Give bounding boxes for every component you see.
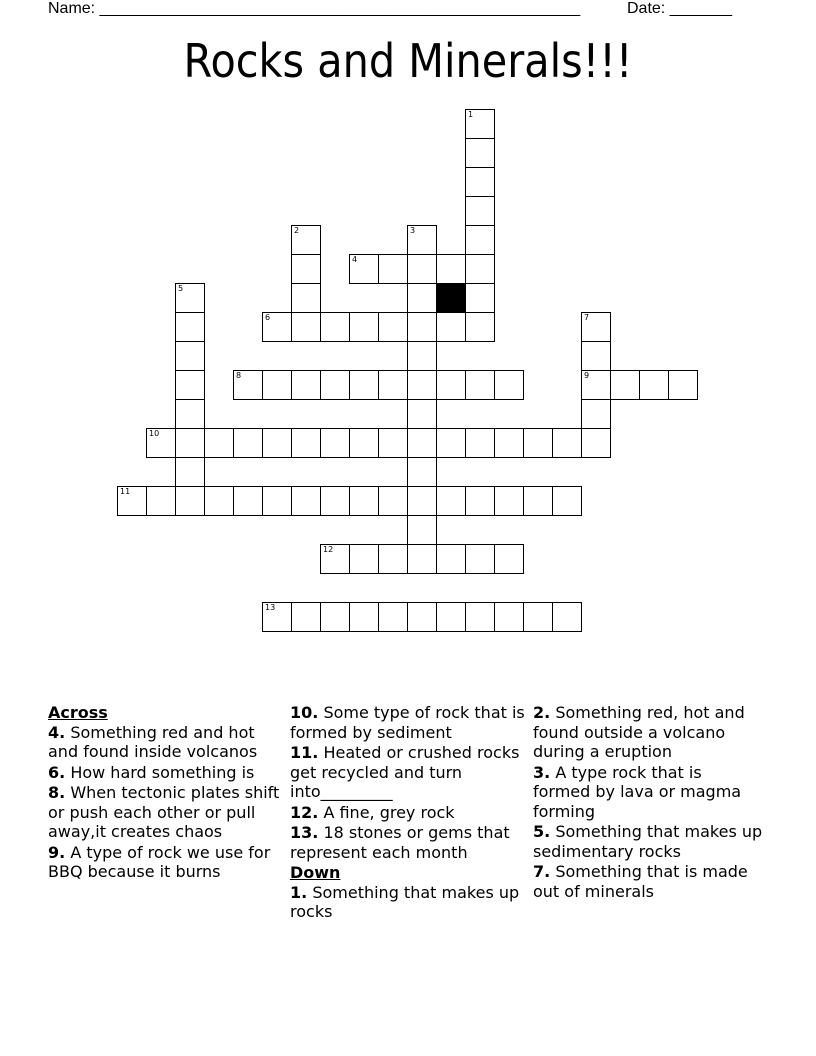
grid-cell[interactable] <box>407 544 437 574</box>
clue-text: Some type of rock that is formed by sediment <box>290 703 525 742</box>
cell-number: 2 <box>294 226 300 235</box>
grid-cell[interactable] <box>465 370 495 400</box>
cell-number: 8 <box>236 371 242 380</box>
grid-cell[interactable] <box>320 486 350 516</box>
grid-cell[interactable] <box>465 138 495 168</box>
grid-cell[interactable] <box>552 602 582 632</box>
clue-text: A fine, grey rock <box>323 802 455 822</box>
grid-cell[interactable] <box>175 428 205 458</box>
grid-cell[interactable] <box>407 254 437 284</box>
grid-cell[interactable] <box>262 428 292 458</box>
grid-cell[interactable] <box>320 370 350 400</box>
grid-cell[interactable] <box>639 370 669 400</box>
grid-cell[interactable] <box>291 283 321 313</box>
grid-cell[interactable] <box>465 428 495 458</box>
across-heading: Across <box>48 703 108 722</box>
clue-9 <box>48 843 283 882</box>
grid-cell[interactable] <box>175 341 205 371</box>
grid-cell[interactable] <box>320 428 350 458</box>
grid-cell[interactable] <box>494 544 524 574</box>
grid-cell[interactable] <box>175 399 205 429</box>
clue-12 <box>290 803 530 823</box>
grid-cell[interactable] <box>175 486 205 516</box>
grid-cell[interactable] <box>349 544 379 574</box>
grid-cell[interactable] <box>436 486 466 516</box>
grid-cell[interactable] <box>291 486 321 516</box>
cell-number: 12 <box>323 545 334 554</box>
grid-cell[interactable] <box>175 457 205 487</box>
cell-number: 6 <box>265 313 271 322</box>
clue-number: 13. <box>290 823 319 842</box>
cell-number: 9 <box>584 371 590 380</box>
date-field-label: Date: _______ <box>627 0 732 17</box>
clue-number: 9. <box>48 842 66 862</box>
grid-cell[interactable] <box>233 370 263 400</box>
clue-1 <box>290 883 530 922</box>
grid-cell[interactable] <box>175 370 205 400</box>
grid-cell[interactable] <box>581 399 611 429</box>
grid-cell[interactable] <box>233 486 263 516</box>
black-cell <box>436 283 466 313</box>
grid-cell[interactable] <box>378 312 408 342</box>
grid-cell[interactable] <box>552 486 582 516</box>
grid-cell[interactable] <box>407 341 437 371</box>
grid-cell[interactable] <box>581 370 611 400</box>
grid-cell[interactable] <box>465 225 495 255</box>
clue-13 <box>290 823 530 862</box>
clue-4 <box>48 723 283 762</box>
grid-cell[interactable] <box>378 544 408 574</box>
grid-cell[interactable] <box>407 457 437 487</box>
clue-5 <box>533 822 763 861</box>
clue-number: 4. <box>48 722 66 742</box>
grid-cell[interactable] <box>262 486 292 516</box>
grid-cell[interactable] <box>204 486 234 516</box>
grid-cell[interactable] <box>407 283 437 313</box>
grid-cell[interactable] <box>407 312 437 342</box>
cell-number: 3 <box>410 226 416 235</box>
clue-3 <box>533 763 763 822</box>
clue-text: Something that makes up sedimentary rocks <box>533 822 763 861</box>
grid-cell[interactable] <box>175 283 205 313</box>
grid-cell[interactable] <box>349 486 379 516</box>
clue-number: 12. <box>290 802 319 822</box>
grid-cell[interactable] <box>291 602 321 632</box>
grid-cell[interactable] <box>378 254 408 284</box>
grid-cell[interactable] <box>407 399 437 429</box>
grid-cell[interactable] <box>407 515 437 545</box>
grid-cell[interactable] <box>378 428 408 458</box>
clues-column-2 <box>290 703 530 923</box>
cell-number: 1 <box>468 110 474 119</box>
name-field-label: Name: ______________________________________________________ <box>48 0 581 17</box>
clue-number: 7. <box>533 862 551 881</box>
clue-number: 6. <box>48 762 66 782</box>
grid-cell[interactable] <box>523 602 553 632</box>
grid-cell[interactable] <box>436 428 466 458</box>
clue-10 <box>290 703 530 742</box>
grid-cell[interactable] <box>552 428 582 458</box>
grid-cell[interactable] <box>349 370 379 400</box>
grid-cell[interactable] <box>523 486 553 516</box>
grid-cell[interactable] <box>436 254 466 284</box>
grid-cell[interactable] <box>291 312 321 342</box>
cell-number: 10 <box>149 429 160 438</box>
cell-number: 4 <box>352 255 358 264</box>
clue-2 <box>533 703 763 762</box>
grid-cell[interactable] <box>494 486 524 516</box>
clue-text: Something red, hot and found outside a volcano during a eruption <box>533 703 745 761</box>
grid-cell[interactable] <box>320 312 350 342</box>
grid-cell[interactable] <box>494 602 524 632</box>
grid-cell[interactable] <box>378 370 408 400</box>
grid-cell[interactable] <box>146 428 176 458</box>
grid-cell[interactable] <box>465 196 495 226</box>
grid-cell[interactable] <box>349 254 379 284</box>
grid-cell[interactable] <box>349 312 379 342</box>
clue-8 <box>48 783 283 842</box>
clue-text: How hard something is <box>70 762 255 782</box>
grid-cell[interactable] <box>436 602 466 632</box>
clue-text: Something that makes up rocks <box>290 882 520 921</box>
grid-cell[interactable] <box>262 602 292 632</box>
grid-cell[interactable] <box>465 254 495 284</box>
grid-cell[interactable] <box>581 428 611 458</box>
grid-cell[interactable] <box>262 370 292 400</box>
grid-cell[interactable] <box>378 486 408 516</box>
clue-text: 18 stones or gems that represent each month <box>290 823 510 862</box>
grid-cell[interactable] <box>494 370 524 400</box>
clue-number: 10. <box>290 703 319 722</box>
grid-cell[interactable] <box>523 428 553 458</box>
grid-cell[interactable] <box>494 428 524 458</box>
clue-7 <box>533 862 763 901</box>
grid-cell[interactable] <box>465 312 495 342</box>
grid-cell[interactable] <box>465 109 495 139</box>
clue-number: 1. <box>290 882 308 902</box>
cell-number: 5 <box>178 284 184 293</box>
cell-number: 7 <box>584 313 590 322</box>
grid-cell[interactable] <box>320 544 350 574</box>
grid-cell[interactable] <box>291 254 321 284</box>
grid-cell[interactable] <box>465 167 495 197</box>
page-title: Rocks and Minerals!!! <box>183 34 633 88</box>
clue-11 <box>290 743 530 802</box>
clues-column-1 <box>48 703 283 883</box>
grid-cell[interactable] <box>465 602 495 632</box>
grid-cell[interactable] <box>407 370 437 400</box>
grid-cell[interactable] <box>407 428 437 458</box>
clues-column-3 <box>533 703 763 902</box>
grid-cell[interactable] <box>349 602 379 632</box>
grid-cell[interactable] <box>291 370 321 400</box>
clue-text: Something that is made out of minerals <box>533 862 748 901</box>
grid-cell[interactable] <box>465 283 495 313</box>
clue-number: 2. <box>533 703 551 722</box>
grid-cell[interactable] <box>407 602 437 632</box>
grid-cell[interactable] <box>407 225 437 255</box>
grid-cell[interactable] <box>291 225 321 255</box>
clue-number: 11. <box>290 743 319 762</box>
clue-6 <box>48 763 283 783</box>
grid-cell[interactable] <box>581 341 611 371</box>
clue-text: A type of rock we use for BBQ because it burns <box>48 842 271 881</box>
grid-cell[interactable] <box>117 486 147 516</box>
grid-cell[interactable] <box>349 428 379 458</box>
clue-text: Heated or crushed rocks get recycled and turn into_________ <box>290 743 520 801</box>
grid-cell[interactable] <box>581 312 611 342</box>
clue-text: When tectonic plates shift or push each other or pull away,it creates chaos <box>48 783 280 841</box>
grid-cell[interactable] <box>465 486 495 516</box>
grid-cell[interactable] <box>233 428 263 458</box>
clue-text: Something red and hot and found inside volcanos <box>48 722 258 761</box>
down-heading: Down <box>290 863 341 882</box>
grid-cell[interactable] <box>436 312 466 342</box>
clue-number: 8. <box>48 783 66 802</box>
grid-cell[interactable] <box>407 486 437 516</box>
grid-cell[interactable] <box>262 312 292 342</box>
grid-cell[interactable] <box>204 428 234 458</box>
cell-number: 11 <box>120 487 131 496</box>
clue-number: 5. <box>533 822 551 841</box>
clue-number: 3. <box>533 762 551 782</box>
grid-cell[interactable] <box>175 312 205 342</box>
grid-cell[interactable] <box>436 544 466 574</box>
grid-cell[interactable] <box>668 370 698 400</box>
grid-cell[interactable] <box>146 486 176 516</box>
grid-cell[interactable] <box>291 428 321 458</box>
grid-cell[interactable] <box>378 602 408 632</box>
grid-cell[interactable] <box>465 544 495 574</box>
grid-cell[interactable] <box>436 370 466 400</box>
clue-text: A type rock that is formed by lava or magma forming <box>533 762 742 821</box>
cell-number: 13 <box>265 603 276 612</box>
grid-cell[interactable] <box>610 370 640 400</box>
grid-cell[interactable] <box>320 602 350 632</box>
